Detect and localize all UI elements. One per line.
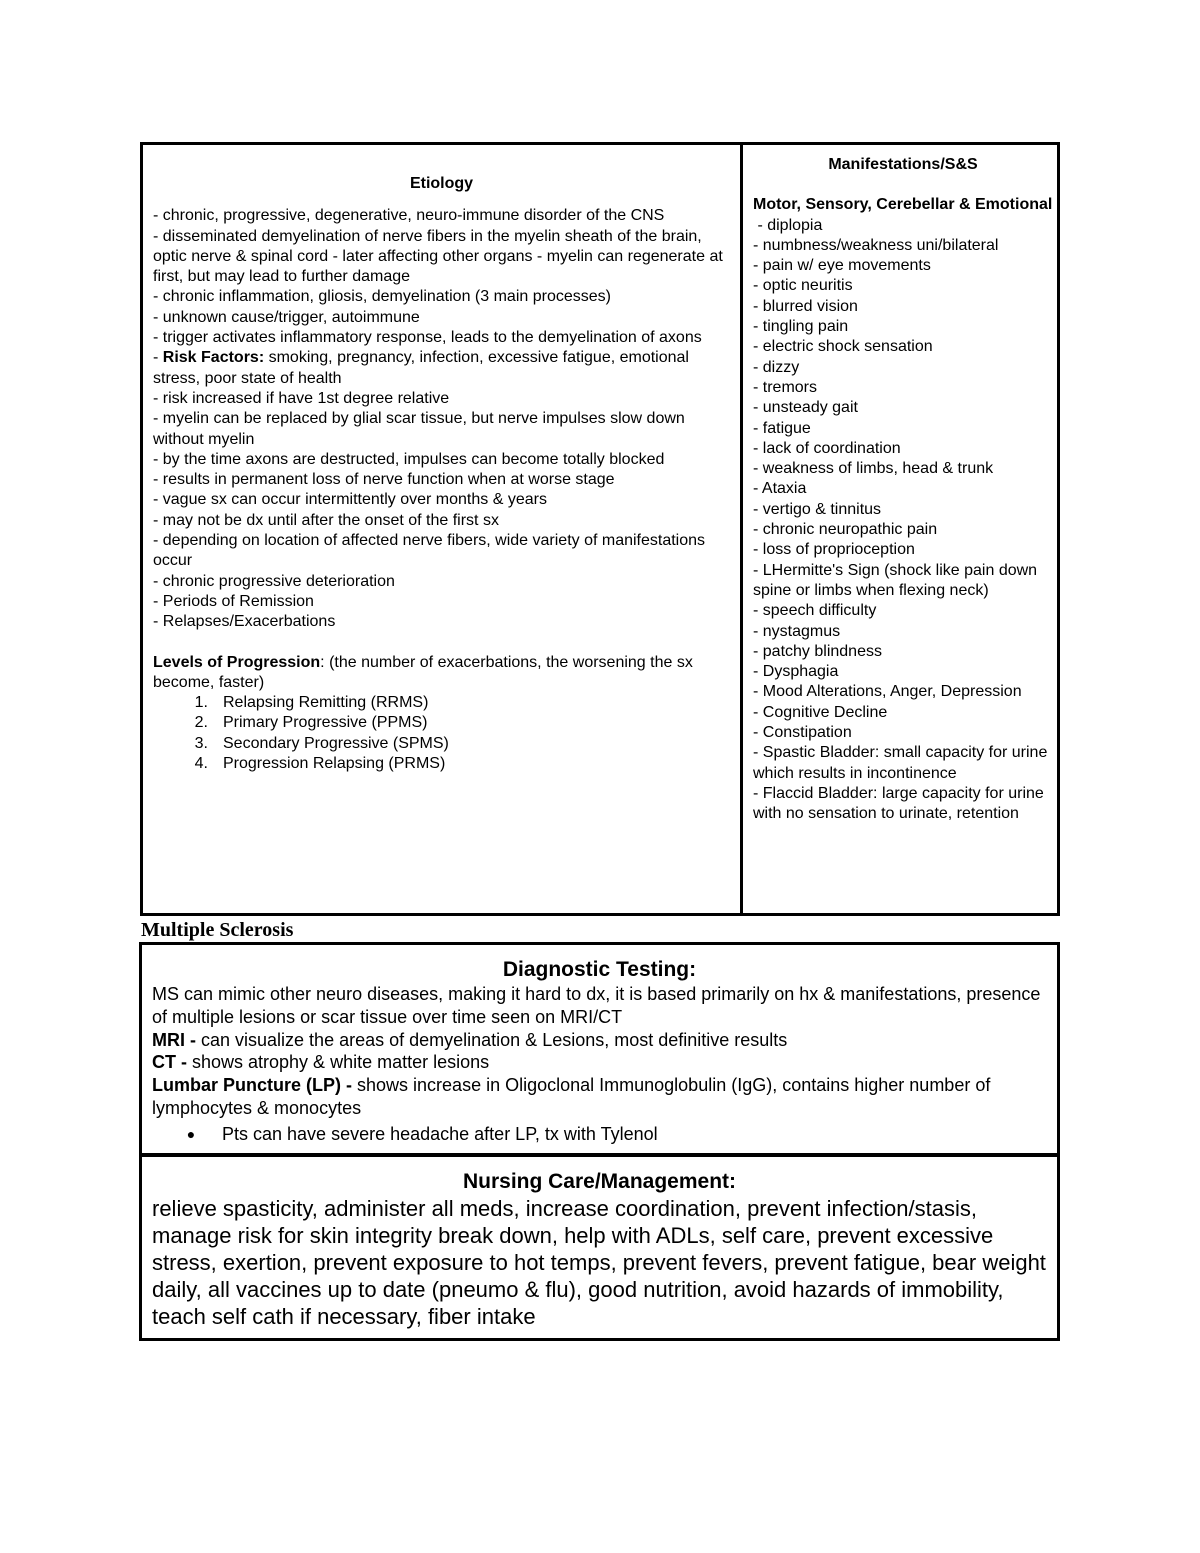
lp-label: Lumbar Puncture (LP) -: [152, 1075, 353, 1096]
manifestation-item: - dizzy: [753, 358, 800, 376]
manifestations-list: [753, 216, 1053, 825]
ct-text: shows atrophy & white matter lesions: [187, 1052, 490, 1073]
levels-list: [153, 693, 730, 774]
manifestation-item: - unsteady gait: [753, 399, 858, 417]
manifestation-item: - numbness/weakness uni/bilateral: [753, 236, 999, 254]
list-number: 4.: [194, 755, 208, 773]
etiology-line: - depending on location of affected nerve fibers, wide variety of manifestations occur: [153, 532, 706, 570]
manifestation-item: - Mood Alterations, Anger, Depression: [753, 683, 1022, 701]
etiology-column: [143, 145, 743, 913]
levels-text: : (the number of exacerbations, the worsening the sx become, faster): [153, 653, 693, 691]
manifestation-item: - Cognitive Decline: [753, 703, 888, 721]
manifestation-item: - Spastic Bladder: small capacity for urine which results in incontinence: [753, 744, 1052, 782]
page-title: Multiple Sclerosis: [141, 919, 294, 941]
risk-prefix: -: [153, 349, 163, 367]
manifestation-item: - tremors: [753, 378, 817, 396]
manifestation-item: - pain w/ eye movements: [753, 257, 931, 275]
etiology-line: - chronic, progressive, degenerative, neuro-immune disorder of the CNS: [153, 207, 665, 225]
lp-bullet: [152, 1123, 1047, 1146]
manifestation-item: - weakness of limbs, head & trunk: [753, 460, 994, 478]
risk-factors-text: smoking, pregnancy, infection, excessive fatigue, emotional stress, poor state of health: [153, 349, 689, 387]
list-number: 1.: [194, 694, 208, 712]
etiology-line: - Relapses/Exacerbations: [153, 613, 336, 631]
manifestation-item: - loss of proprioception: [753, 541, 915, 559]
diagnostic-testing-box: [139, 942, 1060, 1156]
manifestation-item: - LHermitte's Sign (shock like pain down spine or limbs when flexing neck): [753, 561, 1042, 599]
lp-text: shows increase in Oligoclonal Immunoglobulin (IgG), contains higher number of lymphocytes & monocytes: [152, 1075, 991, 1118]
bullet-icon: ●: [186, 1125, 196, 1142]
lp-line: [152, 1074, 1047, 1120]
list-item: [153, 734, 730, 754]
etiology-title: Etiology: [409, 175, 474, 192]
manifestation-item: - speech difficulty: [753, 602, 877, 620]
etiology-line: - disseminated demyelination of nerve fibers in the myelin sheath of the brain, optic nerve & spinal cord - later affecting other organs - myelin can regenerate at first, but may lead to further damage: [153, 227, 723, 286]
list-number: 3.: [194, 734, 208, 752]
list-text: Secondary Progressive (SPMS): [223, 734, 449, 752]
bullet-text: Pts can have severe headache after LP, tx with Tylenol: [222, 1123, 658, 1144]
diagnostic-body: [152, 983, 1047, 1146]
etiology-lines: [153, 206, 730, 632]
nursing-care-box: [139, 1154, 1060, 1341]
etiology-manifestations-table: [140, 142, 1060, 916]
manifestation-item: - lack of coordination: [753, 439, 901, 457]
nursing-title: Nursing Care/Management:: [462, 1170, 737, 1193]
list-text: Relapsing Remitting (RRMS): [223, 694, 429, 712]
etiology-line: - Periods of Remission: [153, 592, 314, 610]
etiology-line: - by the time axons are destructed, impulses can become totally blocked: [153, 450, 665, 468]
etiology-line: - myelin can be replaced by glial scar tissue, but nerve impulses slow down without myelin: [153, 410, 685, 448]
manifestation-item: - Constipation: [753, 724, 852, 742]
mri-label: MRI -: [152, 1029, 196, 1050]
manifestation-item: - vertigo & tinnitus: [753, 500, 882, 518]
risk-factors-label: Risk Factors:: [162, 349, 265, 367]
etiology-line: - may not be dx until after the onset of the first sx: [153, 511, 499, 529]
manifestation-item: - fatigue: [753, 419, 811, 437]
ct-label: CT -: [152, 1052, 187, 1073]
manifestation-item: - nystagmus: [753, 622, 841, 640]
mri-text: can visualize the areas of demyelination & Lesions, most definitive results: [196, 1029, 788, 1050]
list-item: [153, 754, 730, 774]
mri-line: [152, 1029, 1047, 1052]
etiology-line: - risk increased if have 1st degree relative: [153, 389, 450, 407]
etiology-line: - chronic progressive deterioration: [153, 572, 395, 590]
manifestation-item: - optic neuritis: [753, 277, 853, 295]
diagnostic-intro: MS can mimic other neuro diseases, making it hard to dx, it is based primarily on hx & manifestations, presence of multiple lesions or scar tissue over time seen on MRI/CT: [152, 984, 1041, 1027]
ct-line: [152, 1051, 1047, 1074]
etiology-line: - vague sx can occur intermittently over months & years: [153, 491, 547, 509]
manifestation-item: - diplopia: [753, 216, 823, 234]
manifestation-item: - Flaccid Bladder: large capacity for urine with no sensation to urinate, retention: [753, 784, 1049, 823]
manifestation-item: - chronic neuropathic pain: [753, 521, 938, 539]
etiology-line: - unknown cause/trigger, autoimmune: [153, 308, 420, 326]
manifestation-item: - blurred vision: [753, 297, 858, 315]
list-text: Primary Progressive (PPMS): [223, 714, 428, 732]
list-item: [153, 713, 730, 733]
manifestations-subtitle: Motor, Sensory, Cerebellar & Emotional: [753, 196, 1053, 214]
manifestation-item: - Dysphagia: [753, 663, 839, 681]
levels-label: Levels of Progression: [153, 653, 321, 671]
etiology-line: - results in permanent loss of nerve function when at worse stage: [153, 471, 615, 489]
levels-of-progression: [153, 653, 730, 694]
diagnostic-title: Diagnostic Testing:: [502, 958, 697, 981]
manifestation-item: - Ataxia: [753, 480, 807, 498]
list-item: [153, 693, 730, 713]
manifestation-item: - tingling pain: [753, 318, 849, 336]
list-number: 2.: [194, 714, 208, 732]
manifestations-title: Manifestations/S&S: [828, 156, 978, 173]
etiology-line: - chronic inflammation, gliosis, demyelination (3 main processes): [153, 288, 611, 306]
manifestation-item: - patchy blindness: [753, 642, 882, 660]
manifestations-column: [743, 145, 1057, 913]
nursing-text: relieve spasticity, administer all meds, increase coordination, prevent infection/stasis, manage risk for skin integrity break down, help with ADLs, self care, prevent excessive stress, exertion, prevent exposure to hot temps, prevent fevers, prevent fatigue, bear weight daily, all vaccines up to date (pneumo & flu), good nutrition, avoid hazards of immobility, teach self cath if necessary, fiber intake: [152, 1196, 1046, 1329]
list-text: Progression Relapsing (PRMS): [223, 755, 446, 773]
risk-factors-line: [153, 348, 730, 389]
manifestation-item: - electric shock sensation: [753, 338, 933, 356]
etiology-line: - trigger activates inflammatory response, leads to the demyelination of axons: [153, 329, 702, 347]
